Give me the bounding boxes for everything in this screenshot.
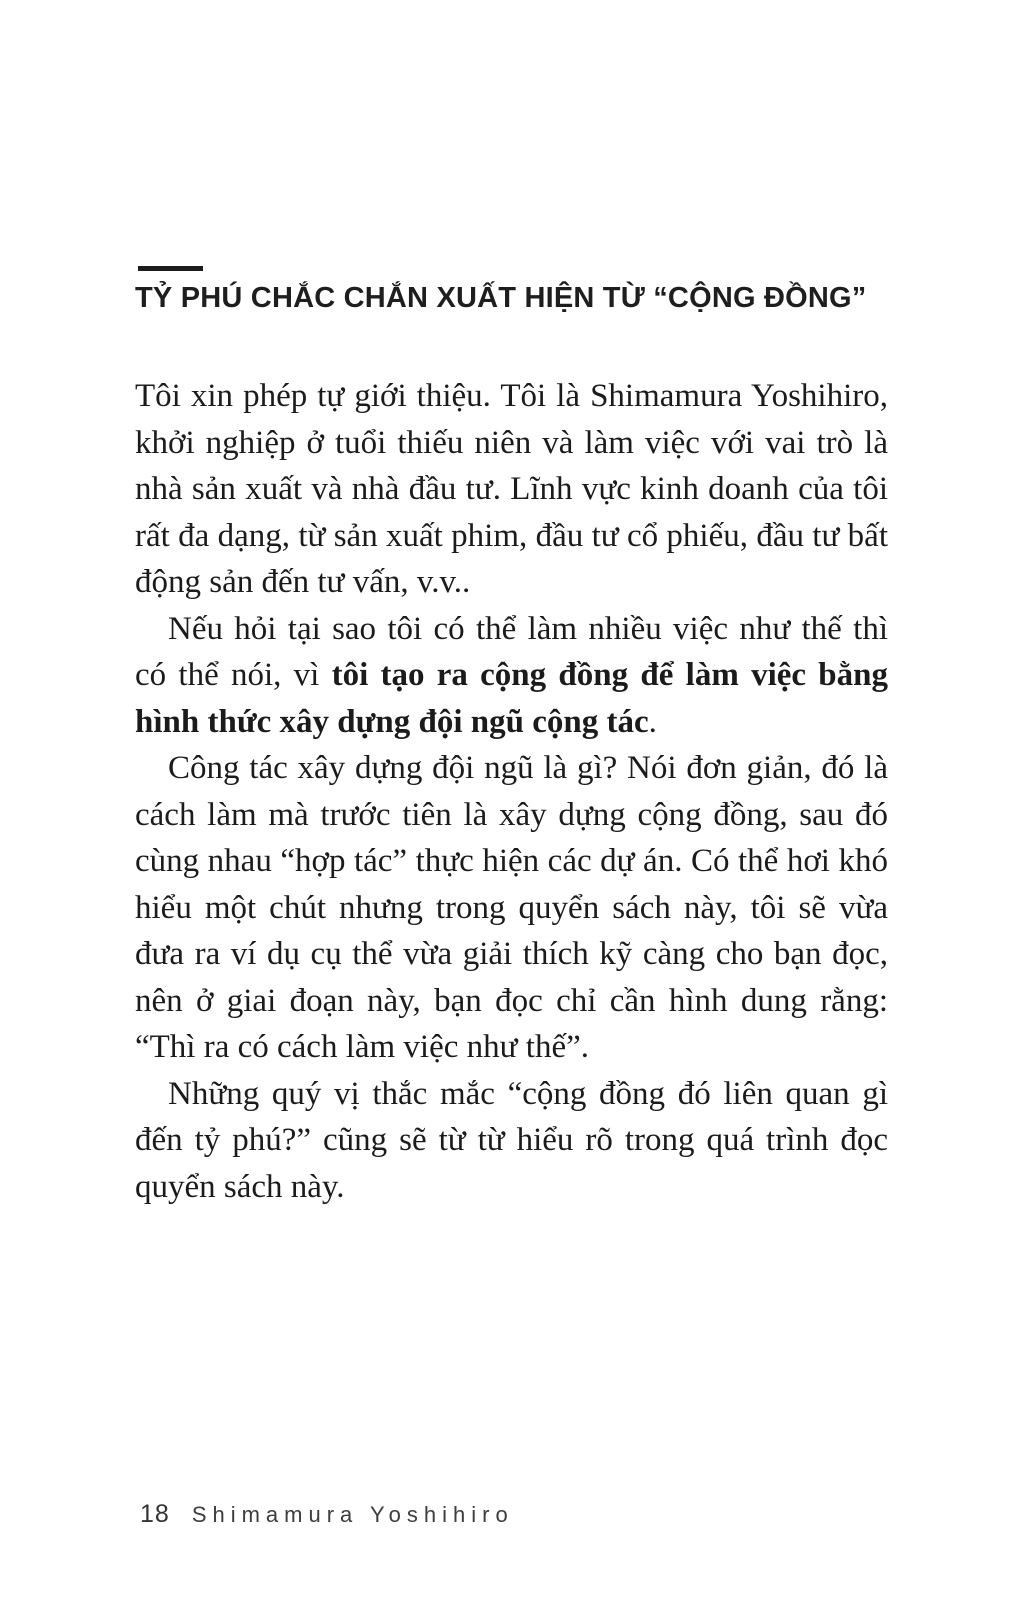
paragraph-closing: Những quý vị thắc mắc “cộng đồng đó liên quan gì đến tỷ phú?” cũng sẽ từ từ hiểu rõ trong quá trình đọc quyển sách này. bbox=[135, 1075, 888, 1205]
chapter-heading: TỶ PHÚ CHẮC CHẮN XUẤT HIỆN TỪ “CỘNG ĐỒNG” bbox=[135, 282, 867, 314]
paragraph-teamwork: Công tác xây dựng đội ngũ là gì? Nói đơn giản, đó là cách làm mà trước tiên là xây dựng cộng đồng, sau đó cùng nhau “hợp tác” thực hiện các dự án. Có thể hơi khó hiểu một chút nhưng trong quyển sách này, tôi sẽ vừa đưa ra ví dụ cụ thể vừa giải thích kỹ càng cho bạn đọc, nên ở giai đoạn này, bạn đọc chỉ cần hình dung rằng: “Thì ra có cách làm việc như thế”. bbox=[135, 750, 888, 1065]
paragraph-reason-text-end: . bbox=[648, 703, 657, 740]
page-number: 18 bbox=[140, 1500, 170, 1528]
body-text-block bbox=[135, 373, 888, 1210]
running-title-author: Shimamura Yoshihiro bbox=[191, 1502, 514, 1527]
page-footer bbox=[140, 1500, 514, 1529]
section-divider-rule bbox=[138, 266, 203, 271]
paragraph-reason-bold-text: tôi tạo ra cộng đồng để làm việc bằng hình thức xây dựng đội ngũ cộng tác bbox=[135, 657, 888, 740]
paragraph-intro: Tôi xin phép tự giới thiệu. Tôi là Shimamura Yoshihiro, khởi nghiệp ở tuổi thiếu niên và làm việc với vai trò là nhà sản xuất và nhà đầu tư. Lĩnh vực kinh doanh của tôi rất đa dạng, từ sản xuất phim, đầu tư cổ phiếu, đầu tư bất động sản đến tư vấn, v.v.. bbox=[135, 378, 888, 600]
paragraph-reason-text: Nếu hỏi tại sao tôi có thể làm nhiều việc như thế thì có thể nói, vì bbox=[135, 610, 888, 693]
paragraph-reason bbox=[135, 606, 888, 746]
